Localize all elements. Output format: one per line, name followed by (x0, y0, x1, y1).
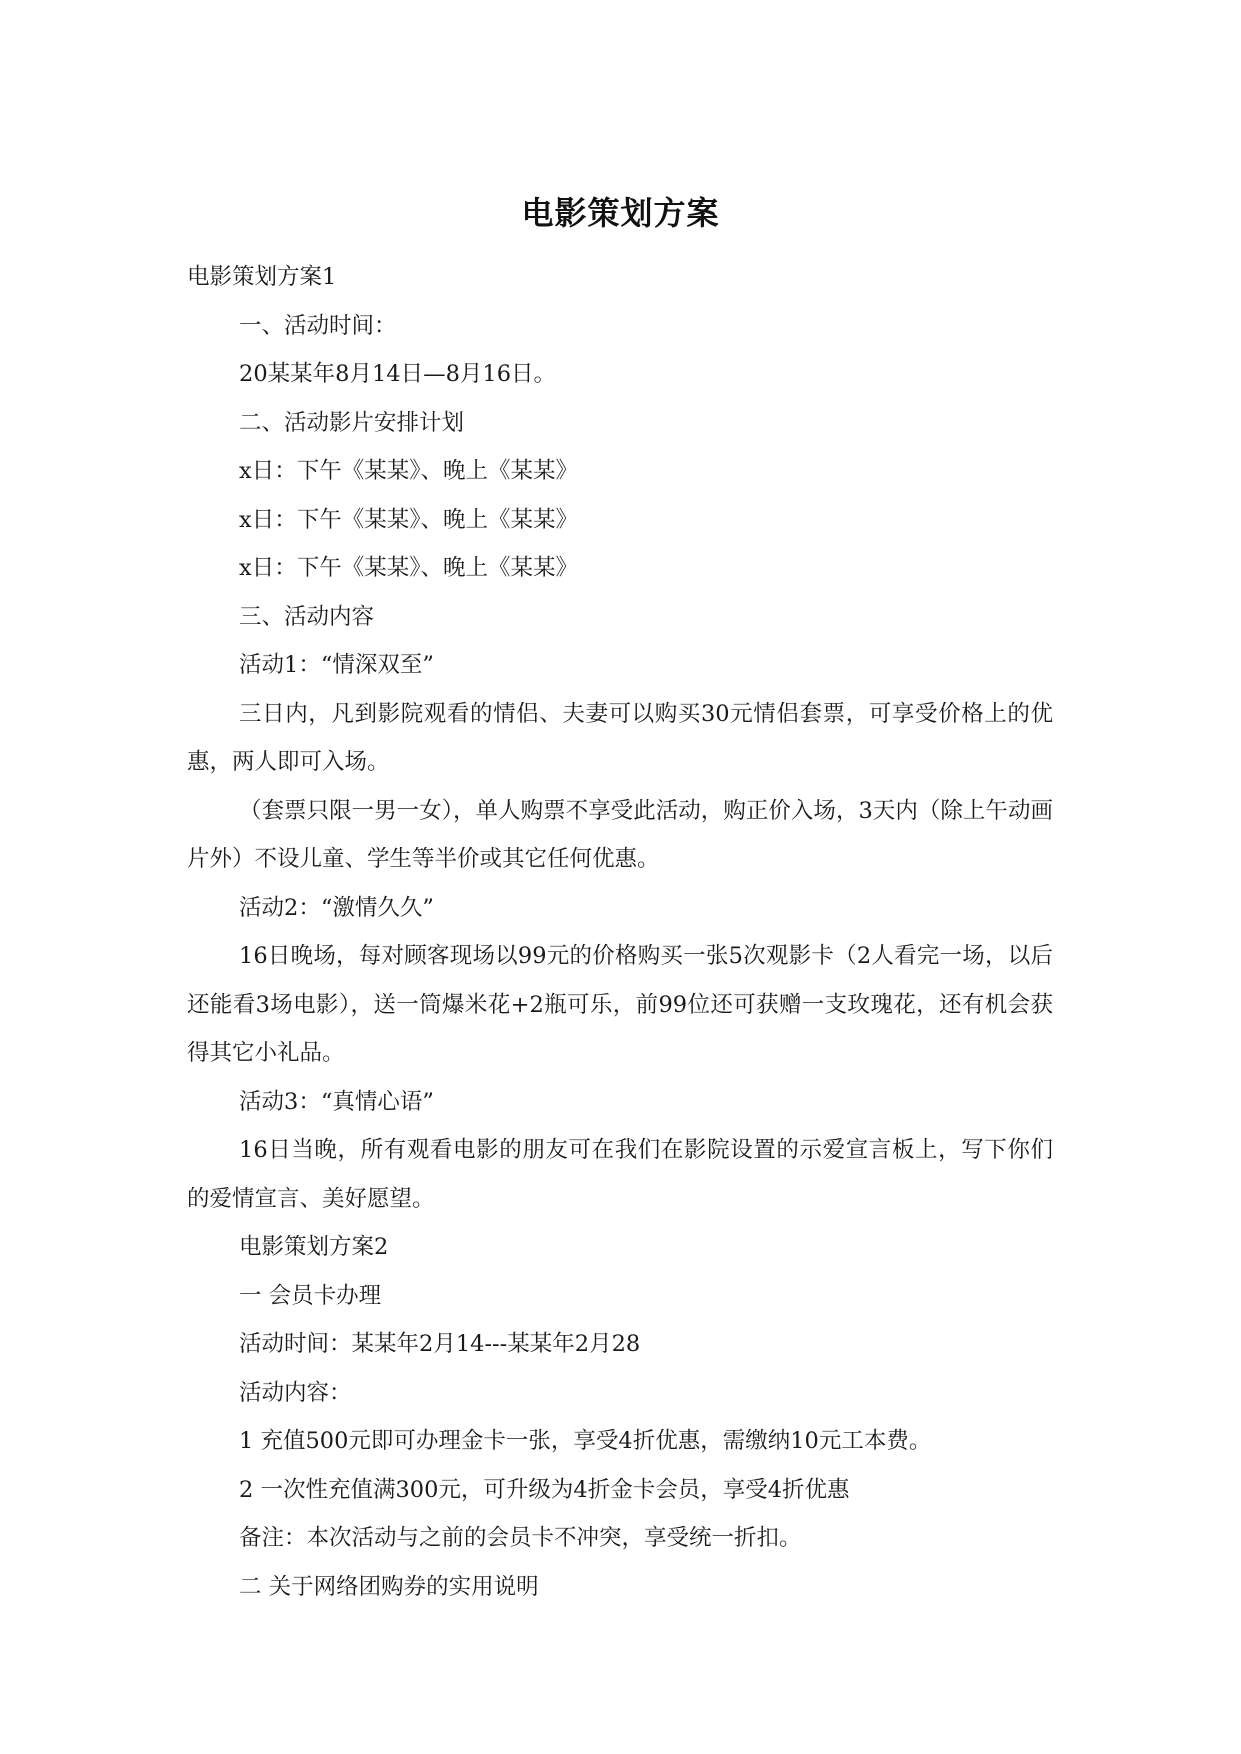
paragraph-remark: 备注：本次活动与之前的会员卡不冲突，享受统一折扣。 (239, 1525, 802, 1551)
paragraph-activity-dates: 20某某年8月14日—8月16日。 (239, 361, 557, 387)
heading-membership-content: 活动内容： (239, 1379, 352, 1406)
page-title: 电影策划方案 (521, 194, 720, 232)
list-item: 1 充值500元即可办理金卡一张，享受4折优惠，需缴纳10元工本费。 (239, 1428, 932, 1454)
heading-activity-time: 一、活动时间： (239, 312, 397, 339)
activity-1-title: 活动1：“情深双至” (239, 652, 434, 678)
schedule-line: x日：下午《某某》、晚上《某某》 (239, 555, 578, 581)
heading-group-voucher: 二 关于网络团购券的实用说明 (239, 1573, 539, 1600)
heading-activity-content: 三、活动内容 (239, 603, 375, 630)
activity-3-title: 活动3：“真情心语” (239, 1088, 434, 1115)
heading-film-schedule: 二、活动影片安排计划 (239, 409, 465, 436)
list-item: 2 一次性充值满300元，可升级为4折金卡会员，享受4折优惠 (239, 1476, 850, 1503)
activity-3-description: 16日当晚，所有观看电影的朋友可在我们在影院设置的示爱宣言板上，写下你们的爱情宣言、美好愿望。 (187, 1137, 1053, 1212)
heading-membership-card: 一 会员卡办理 (239, 1282, 382, 1309)
schedule-line: x日：下午《某某》、晚上《某某》 (239, 506, 578, 533)
schedule-line: x日：下午《某某》、晚上《某某》 (239, 458, 578, 484)
activity-1-description: 三日内，凡到影院观看的情侣、夫妻可以购买30元情侣套票，可享受价格上的优惠，两人即可入场。 (187, 700, 1053, 775)
section-heading-plan-1: 电影策划方案1 (187, 264, 337, 290)
activity-2-description: 16日晚场，每对顾客现场以99元的价格购买一张5次观影卡（2人看完一场，以后还能看3场电影），送一筒爆米花+2瓶可乐，前99位还可获赠一支玫瑰花，还有机会获得其它小礼品。 (187, 943, 1053, 1066)
activity-2-title: 活动2：“激情久久” (239, 894, 434, 921)
paragraph-membership-dates: 活动时间：某某年2月14---某某年2月28 (239, 1331, 641, 1357)
document-body (187, 253, 1053, 1611)
section-heading-plan-2: 电影策划方案2 (239, 1234, 389, 1260)
activity-1-note: （套票只限一男一女），单人购票不享受此活动，购正价入场，3天内（除上午动画片外）不设儿童、学生等半价或其它任何优惠。 (187, 797, 1053, 872)
